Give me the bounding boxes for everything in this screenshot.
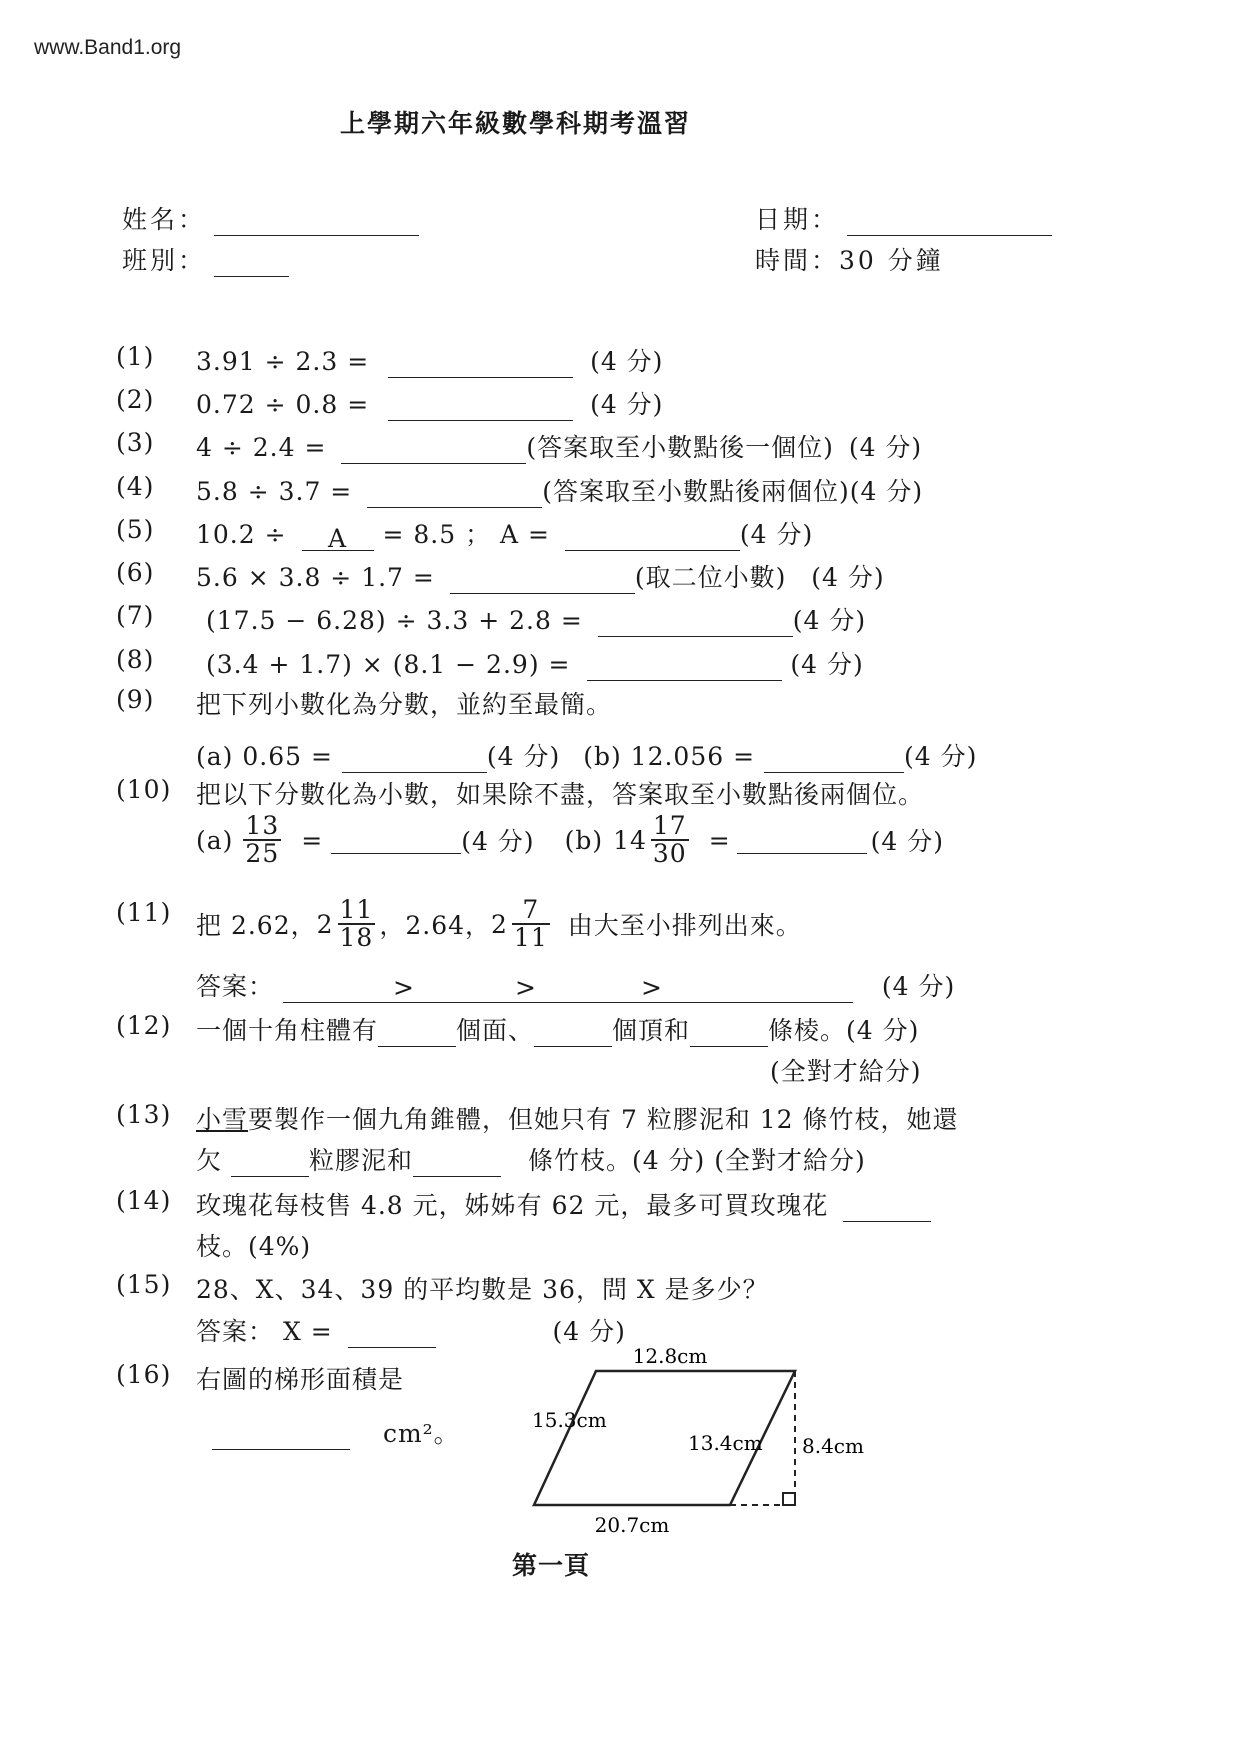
q8-answer-blank[interactable] xyxy=(587,654,782,681)
q13-line-1 xyxy=(196,1100,959,1136)
q3-number: (3) xyxy=(116,428,155,457)
q1-number: (1) xyxy=(116,342,155,371)
q12-text-3: 個頂和 xyxy=(612,1016,691,1045)
q15-mark: (4 分) xyxy=(552,1317,626,1346)
name-label: 姓名： xyxy=(122,205,207,234)
q10-b-equals: = xyxy=(708,825,731,855)
q13-text-2: 欠 xyxy=(196,1146,223,1175)
q6-row xyxy=(196,558,885,594)
q14-answer-blank[interactable] xyxy=(843,1195,931,1222)
q12-text-2: 個面、 xyxy=(456,1016,535,1045)
q1-expression: 3.91 ÷ 2.3 = xyxy=(196,347,370,376)
q3-note: (答案取至小數點後一個位) xyxy=(526,433,834,462)
q11-gt-1: > xyxy=(392,973,415,1002)
q3-row xyxy=(196,428,922,464)
q6-expression: 5.6 × 3.8 ÷ 1.7 = xyxy=(196,563,435,592)
q4-number: (4) xyxy=(116,472,155,501)
page-title: 上學期六年級數學科期考溫習 xyxy=(340,109,692,138)
q12-vertices-blank[interactable] xyxy=(534,1020,612,1047)
q9-instruction: 把下列小數化為分數，並約至最簡。 xyxy=(196,690,613,719)
q10-a-equals: = xyxy=(301,825,324,855)
q13-text-1: 要製作一個九角錐體，但她只有 7 粒膠泥和 12 條竹枝，她還 xyxy=(248,1105,959,1134)
q11-gt-3: > xyxy=(640,973,663,1002)
q5-given-a: A xyxy=(302,524,374,551)
q12-number: (12) xyxy=(116,1011,172,1040)
q10-b-numerator: 17 xyxy=(652,811,687,840)
q15-answer-label: 答案： X = xyxy=(196,1317,333,1346)
q1-row xyxy=(196,342,663,378)
q11-m2-numerator: 7 xyxy=(522,895,540,924)
q5-answer-blank[interactable] xyxy=(565,524,740,551)
name-field xyxy=(122,200,419,236)
label-slant-side: 13.4cm xyxy=(688,1431,763,1455)
label-bottom-side: 20.7cm xyxy=(594,1513,670,1537)
q11-mark: (4 分) xyxy=(881,972,956,1001)
q10-b-fraction xyxy=(651,813,689,868)
q10-part-b-mixed-number xyxy=(613,813,693,868)
q12-note: (全對才給分) xyxy=(770,1057,922,1086)
q10-b-whole: 14 xyxy=(613,825,647,855)
q12-edges-blank[interactable] xyxy=(690,1020,768,1047)
q16-question: 右圖的梯形面積是 xyxy=(196,1365,405,1394)
q7-mark: (4 分) xyxy=(792,606,867,635)
q4-mark: (4 分) xyxy=(849,477,924,506)
q11-mixed-number-1 xyxy=(317,897,380,952)
q14-line-1 xyxy=(196,1186,931,1222)
q11-m1-denominator: 18 xyxy=(339,923,374,953)
q8-expression: (3.4 + 1.7) × (8.1 − 2.9) = xyxy=(206,650,571,679)
q11-m2-fraction xyxy=(512,897,550,952)
q10-part-a-blank[interactable] xyxy=(331,827,461,854)
q2-answer-blank[interactable] xyxy=(388,394,573,421)
q2-number: (2) xyxy=(116,385,155,414)
q4-answer-blank[interactable] xyxy=(367,481,542,508)
q7-answer-blank[interactable] xyxy=(598,610,793,637)
q6-mark: (4 分) xyxy=(811,563,885,592)
q9-part-b-mark: (4 分) xyxy=(903,742,978,771)
q15-question: 28、X、34、39 的平均數是 36，問 X 是多少？ xyxy=(196,1275,769,1304)
right-angle-mark xyxy=(783,1493,795,1505)
q5-expression-a: 10.2 ÷ xyxy=(196,520,287,549)
q6-number: (6) xyxy=(116,558,155,587)
q16-number: (16) xyxy=(116,1360,172,1389)
q11-middle: ，2.64， xyxy=(379,911,492,941)
q5-mark: (4 分) xyxy=(739,520,814,549)
q13-text-4: 條竹枝。(4 分) (全對才給分) xyxy=(527,1146,866,1175)
q9-part-a-mark: (4 分) xyxy=(486,742,561,771)
q16-unit: cm²。 xyxy=(382,1419,460,1448)
class-label: 班別： xyxy=(122,246,207,275)
q1-answer-blank[interactable] xyxy=(388,351,573,378)
q9-number: (9) xyxy=(116,685,155,714)
site-watermark: www.Band1.org xyxy=(34,36,182,59)
q12-row xyxy=(196,1011,919,1047)
q2-row xyxy=(196,385,663,421)
trapezoid-figure xyxy=(520,1345,880,1545)
q10-a-numerator: 13 xyxy=(245,811,280,840)
q3-answer-blank[interactable] xyxy=(341,437,526,464)
q13-text-3: 粒膠泥和 xyxy=(308,1146,413,1175)
q11-tail: 由大至小排列出來。 xyxy=(567,911,802,941)
q7-row xyxy=(206,601,866,637)
q14-text-1: 玫瑰花每枝售 4.8 元，姊姊有 62 元，最多可買玫瑰花 xyxy=(196,1191,829,1220)
q11-row xyxy=(196,897,802,952)
q15-answer-blank[interactable] xyxy=(348,1321,436,1348)
q5-number: (5) xyxy=(116,515,155,544)
q14-number: (14) xyxy=(116,1186,172,1215)
q10-part-b-blank[interactable] xyxy=(737,827,867,854)
date-label: 日期： xyxy=(755,205,840,234)
q11-m1-fraction xyxy=(338,897,376,952)
q3-expression: 4 ÷ 2.4 = xyxy=(196,433,327,462)
q11-answer-label: 答案： xyxy=(196,972,275,1001)
q10-part-a-label: (a) xyxy=(196,825,234,855)
q9-part-b-blank[interactable] xyxy=(764,746,904,773)
name-blank[interactable] xyxy=(214,209,419,236)
q12-faces-blank[interactable] xyxy=(378,1020,456,1047)
q10-part-b-label: (b) xyxy=(564,825,604,855)
q1-mark: (4 分) xyxy=(590,347,664,376)
q2-mark: (4 分) xyxy=(590,390,664,419)
q8-number: (8) xyxy=(116,645,155,674)
page-footer: 第一頁 xyxy=(512,1551,591,1580)
q11-number: (11) xyxy=(116,898,172,927)
q11-gt-2: > xyxy=(514,973,537,1002)
q13-number: (13) xyxy=(116,1100,172,1129)
q5-row xyxy=(196,515,813,551)
q16-answer-blank[interactable] xyxy=(212,1423,350,1450)
q11-m1-whole: 2 xyxy=(316,909,334,939)
q11-m2-whole: 2 xyxy=(491,909,508,939)
q11-m2-denominator: 11 xyxy=(513,923,548,953)
q8-row xyxy=(206,645,864,681)
q13-name: 小雪 xyxy=(196,1105,249,1134)
q9-parts xyxy=(196,737,977,773)
q2-expression: 0.72 ÷ 0.8 = xyxy=(196,390,370,419)
q9-part-a-blank[interactable] xyxy=(342,746,487,773)
q4-expression: 5.8 ÷ 3.7 = xyxy=(196,477,353,506)
q16-answer-row xyxy=(212,1414,460,1450)
q11-m1-numerator: 11 xyxy=(339,895,374,924)
q10-part-a-fraction xyxy=(243,813,281,868)
q15-answer-row xyxy=(196,1312,626,1348)
q12-text-4: 條棱。(4 分) xyxy=(768,1016,920,1045)
q13-sticks-blank[interactable] xyxy=(413,1150,501,1177)
label-height: 8.4cm xyxy=(802,1434,864,1458)
q7-expression: (17.5 − 6.28) ÷ 3.3 + 2.8 = xyxy=(206,606,583,635)
q10-a-denominator: 25 xyxy=(245,839,280,869)
q3-mark: (4 分) xyxy=(848,433,923,462)
q4-note: (答案取至小數點後兩個位) xyxy=(542,477,850,506)
q13-clay-blank[interactable] xyxy=(231,1150,309,1177)
q10-instruction: 把以下分數化為小數，如果除不盡，答案取至小數點後兩個位。 xyxy=(196,780,925,809)
q11-mixed-number-2 xyxy=(491,897,554,952)
q15-number: (15) xyxy=(116,1270,172,1299)
q10-number: (10) xyxy=(116,775,172,804)
q7-number: (7) xyxy=(116,601,155,630)
label-left-side: 15.3cm xyxy=(532,1408,607,1432)
q8-mark: (4 分) xyxy=(790,650,864,679)
date-blank[interactable] xyxy=(847,209,1052,236)
label-top-side: 12.8cm xyxy=(632,1345,708,1368)
q9-part-b-label: (b) 12.056 = xyxy=(583,742,756,771)
q11-answer-row xyxy=(196,967,955,1003)
q6-note: (取二位小數) xyxy=(634,563,787,592)
q10-part-b-mark: (4 分) xyxy=(870,827,945,857)
q12-text-1: 一個十角柱體有 xyxy=(196,1016,379,1045)
q10-b-denominator: 30 xyxy=(652,839,687,869)
q6-answer-blank[interactable] xyxy=(450,567,635,594)
q11-lead: 把 2.62， xyxy=(196,911,317,941)
q11-answer-blank[interactable] xyxy=(283,974,853,1003)
class-field xyxy=(122,241,289,277)
q5-expression-b: = 8.5 ； A = xyxy=(382,520,550,549)
q10-part-a-mark: (4 分) xyxy=(461,827,535,857)
class-blank[interactable] xyxy=(214,250,289,277)
q4-row xyxy=(196,472,923,508)
q14-text-2: 枝。(4%) xyxy=(196,1232,312,1261)
q9-part-a-label: (a) 0.65 = xyxy=(196,742,333,771)
q10-parts xyxy=(196,813,944,868)
time-label: 時間：30 分鐘 xyxy=(755,246,944,275)
q13-line-2 xyxy=(196,1141,866,1177)
date-field xyxy=(755,200,1052,236)
